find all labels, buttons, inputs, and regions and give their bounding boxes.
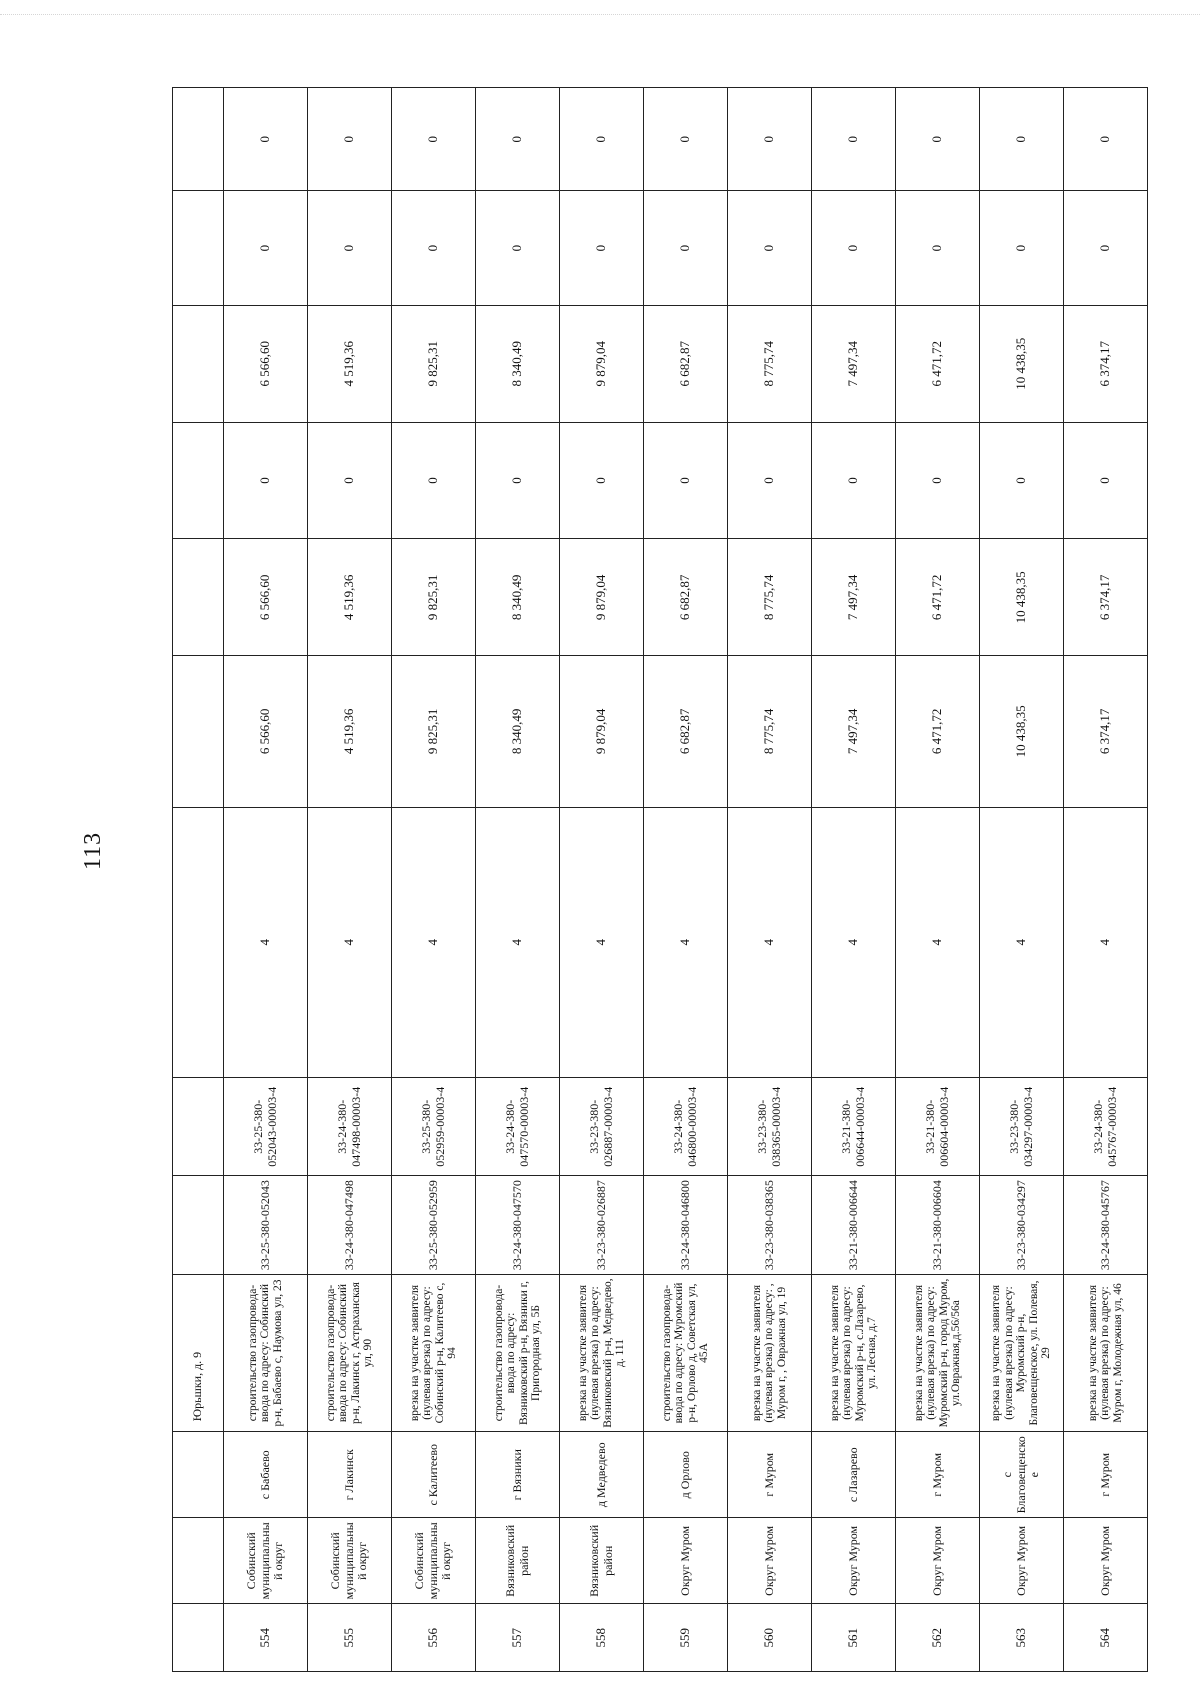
row-number-cell: 563	[980, 1604, 1064, 1672]
amount-total-cell: 7 497,34	[812, 656, 896, 807]
amount-column-3-cell: 0	[644, 422, 728, 539]
application-number-cell: 33-25-380-052959	[392, 1176, 476, 1274]
amount-column-2-cell: 6 374,17	[1064, 539, 1148, 656]
amount-column-4-cell: 9 879,04	[560, 305, 644, 422]
table-row	[1064, 88, 1148, 1672]
amount-column-4-cell: 7 497,34	[812, 305, 896, 422]
work-description-cell: строительство газопровода-ввода по адресу: Вязниковский р-н, Вязники г, Пригородная ул, 5Б	[476, 1274, 560, 1431]
amount-total-cell: 6 374,17	[1064, 656, 1148, 807]
application-number-cell: 33-24-380-047570	[476, 1176, 560, 1274]
amount-column-3-cell: 0	[308, 422, 392, 539]
district-cell: Вязниковский район	[476, 1518, 560, 1604]
application-number-cell: 33-24-380-046800	[644, 1176, 728, 1274]
previous-row-continuation	[173, 88, 224, 1672]
amount-column-4-cell: 6 682,87	[644, 305, 728, 422]
amount-column-3-cell: 0	[1064, 422, 1148, 539]
amount-column-6-cell: 0	[224, 88, 308, 191]
contract-number-cell: 33-21-380-006644-00003-4	[812, 1078, 896, 1176]
row-number-cell: 558	[560, 1604, 644, 1672]
amount-column-3-cell: 0	[812, 422, 896, 539]
amount-column-5-cell: 0	[1064, 191, 1148, 305]
row-number-cell: 556	[392, 1604, 476, 1672]
contract-number-cell: 33-23-380-034297-00003-4	[980, 1078, 1064, 1176]
row-number-cell: 557	[476, 1604, 560, 1672]
amount-total-cell: 6 471,72	[896, 656, 980, 807]
row-number-cell: 555	[308, 1604, 392, 1672]
category-cell: 4	[224, 807, 308, 1078]
amount-column-2-cell: 9 825,31	[392, 539, 476, 656]
contract-number-cell: 33-23-380-026887-00003-4	[560, 1078, 644, 1176]
application-number-cell: 33-23-380-038365	[728, 1176, 812, 1274]
amount-column-6-cell: 0	[980, 88, 1064, 191]
work-description-cell: врезка на участке заявителя (нулевая врезка) по адресу: Собинский р-н, Калитеево с, 94	[392, 1274, 476, 1431]
settlement-cell: с Бабаево	[224, 1432, 308, 1518]
amount-column-2-cell: 4 519,36	[308, 539, 392, 656]
category-cell: 4	[812, 807, 896, 1078]
settlement-cell: с Калитеево	[392, 1432, 476, 1518]
amount-column-5-cell: 0	[476, 191, 560, 305]
settlement-cell: г Муром	[1064, 1432, 1148, 1518]
amount-total-cell: 4 519,36	[308, 656, 392, 807]
amount-total-cell: 8 340,49	[476, 656, 560, 807]
work-description-cell: врезка на участке заявителя (нулевая врезка) по адресу: Муромский р-н, город Муром, ул.Овражная,д.56/56а	[896, 1274, 980, 1431]
application-number-cell: 33-23-380-026887	[560, 1176, 644, 1274]
amount-column-6-cell: 0	[1064, 88, 1148, 191]
amount-total-cell: 8 775,74	[728, 656, 812, 807]
table-row	[980, 88, 1064, 1672]
settlement-cell: с Лазарево	[812, 1432, 896, 1518]
amount-column-4-cell: 8 775,74	[728, 305, 812, 422]
amount-column-5-cell: 0	[980, 191, 1064, 305]
amount-column-3-cell: 0	[980, 422, 1064, 539]
category-cell: 4	[308, 807, 392, 1078]
category-cell: 4	[1064, 807, 1148, 1078]
table-row	[392, 88, 476, 1672]
row-number-cell: 564	[1064, 1604, 1148, 1672]
settlement-cell: г Вязники	[476, 1432, 560, 1518]
amount-column-2-cell: 7 497,34	[812, 539, 896, 656]
row-number-cell: 561	[812, 1604, 896, 1672]
amount-total-cell: 10 438,35	[980, 656, 1064, 807]
application-number-cell: 33-23-380-034297	[980, 1176, 1064, 1274]
amount-total-cell: 9 879,04	[560, 656, 644, 807]
scan-edge-dots	[0, 0, 1200, 15]
amount-column-2-cell: 6 566,60	[224, 539, 308, 656]
prev-cell-empty	[173, 191, 224, 305]
amount-total-cell: 9 825,31	[392, 656, 476, 807]
contract-number-cell: 33-25-380-052043-00003-4	[224, 1078, 308, 1176]
table-body	[173, 88, 1148, 1672]
category-cell: 4	[392, 807, 476, 1078]
prev-address-tail: Юрьшки, д. 9	[173, 1274, 224, 1431]
amount-column-3-cell: 0	[476, 422, 560, 539]
gas-connection-table	[172, 87, 1148, 1672]
amount-column-3-cell: 0	[224, 422, 308, 539]
prev-cell-empty	[173, 422, 224, 539]
amount-column-3-cell: 0	[560, 422, 644, 539]
amount-column-6-cell: 0	[644, 88, 728, 191]
amount-column-4-cell: 6 471,72	[896, 305, 980, 422]
work-description-cell: врезка на участке заявителя (нулевая врезка) по адресу: Муромский р-н, с.Лазарево, ул. Лесная, д.7	[812, 1274, 896, 1431]
category-cell: 4	[728, 807, 812, 1078]
page-number: 113	[80, 831, 106, 870]
prev-cell-empty	[173, 1604, 224, 1672]
prev-cell-empty	[173, 1176, 224, 1274]
prev-cell-empty	[173, 539, 224, 656]
work-description-cell: врезка на участке заявителя (нулевая врезка) по адресу: , Муром г, , Овражная ул, 19	[728, 1274, 812, 1431]
amount-column-2-cell: 6 682,87	[644, 539, 728, 656]
amount-column-6-cell: 0	[812, 88, 896, 191]
prev-cell-empty	[173, 88, 224, 191]
amount-column-4-cell: 9 825,31	[392, 305, 476, 422]
work-description-cell: строительство газопровода-ввода по адресу: Собинский р-н, Бабаево с, Наумова ул, 23	[224, 1274, 308, 1431]
amount-column-3-cell: 0	[896, 422, 980, 539]
district-cell: Округ Муром	[896, 1518, 980, 1604]
contract-number-cell: 33-23-380-038365-00003-4	[728, 1078, 812, 1176]
amount-column-5-cell: 0	[728, 191, 812, 305]
amount-column-6-cell: 0	[560, 88, 644, 191]
amount-column-5-cell: 0	[812, 191, 896, 305]
row-number-cell: 560	[728, 1604, 812, 1672]
district-cell: Собинский муниципальный округ	[308, 1518, 392, 1604]
amount-column-5-cell: 0	[896, 191, 980, 305]
category-cell: 4	[896, 807, 980, 1078]
amount-column-6-cell: 0	[308, 88, 392, 191]
contract-number-cell: 33-24-380-046800-00003-4	[644, 1078, 728, 1176]
settlement-cell: с Благовещенское	[980, 1432, 1064, 1518]
amount-column-5-cell: 0	[644, 191, 728, 305]
amount-column-4-cell: 10 438,35	[980, 305, 1064, 422]
work-description-cell: строительство газопровода-ввода по адресу: Муромский р-н, Орлово д, Советская ул, 45А	[644, 1274, 728, 1431]
work-description-cell: врезка на участке заявителя (нулевая врезка) по адресу: Муром г, Молодежная ул, 46	[1064, 1274, 1148, 1431]
prev-cell-empty	[173, 1078, 224, 1176]
amount-column-6-cell: 0	[896, 88, 980, 191]
prev-cell-empty	[173, 807, 224, 1078]
district-cell: Округ Муром	[644, 1518, 728, 1604]
amount-column-5-cell: 0	[224, 191, 308, 305]
table-row	[224, 88, 308, 1672]
contract-number-cell: 33-24-380-045767-00003-4	[1064, 1078, 1148, 1176]
category-cell: 4	[644, 807, 728, 1078]
amount-column-2-cell: 8 340,49	[476, 539, 560, 656]
district-cell: Округ Муром	[812, 1518, 896, 1604]
work-description-cell: строительство газопровода-ввода по адресу: Собинский р-н, Лакинск г, Астраханская ул, 90	[308, 1274, 392, 1431]
amount-column-2-cell: 10 438,35	[980, 539, 1064, 656]
rotated-table-wrapper	[172, 87, 1122, 1672]
amount-column-4-cell: 6 374,17	[1064, 305, 1148, 422]
amount-column-6-cell: 0	[392, 88, 476, 191]
settlement-cell: г Муром	[728, 1432, 812, 1518]
category-cell: 4	[476, 807, 560, 1078]
contract-number-cell: 33-21-380-006604-00003-4	[896, 1078, 980, 1176]
amount-column-6-cell: 0	[476, 88, 560, 191]
settlement-cell: д Медведево	[560, 1432, 644, 1518]
row-number-cell: 554	[224, 1604, 308, 1672]
application-number-cell: 33-24-380-045767	[1064, 1176, 1148, 1274]
table-row	[308, 88, 392, 1672]
table-row	[476, 88, 560, 1672]
amount-column-3-cell: 0	[392, 422, 476, 539]
district-cell: Округ Муром	[728, 1518, 812, 1604]
contract-number-cell: 33-25-380-052959-00003-4	[392, 1078, 476, 1176]
settlement-cell: г Муром	[896, 1432, 980, 1518]
district-cell: Собинский муниципальный округ	[224, 1518, 308, 1604]
application-number-cell: 33-24-380-047498	[308, 1176, 392, 1274]
amount-column-4-cell: 6 566,60	[224, 305, 308, 422]
work-description-cell: врезка на участке заявителя (нулевая врезка) по адресу: Муромский р-н, Благовещенское, ул. Полевая, 29	[980, 1274, 1064, 1431]
table-row	[812, 88, 896, 1672]
district-cell: Округ Муром	[1064, 1518, 1148, 1604]
settlement-cell: г Лакинск	[308, 1432, 392, 1518]
table-row	[644, 88, 728, 1672]
contract-number-cell: 33-24-380-047570-00003-4	[476, 1078, 560, 1176]
settlement-cell: д Орлово	[644, 1432, 728, 1518]
category-cell: 4	[980, 807, 1064, 1078]
amount-column-5-cell: 0	[560, 191, 644, 305]
table-row	[728, 88, 812, 1672]
amount-column-2-cell: 8 775,74	[728, 539, 812, 656]
district-cell: Вязниковский район	[560, 1518, 644, 1604]
application-number-cell: 33-21-380-006644	[812, 1176, 896, 1274]
contract-number-cell: 33-24-380-047498-00003-4	[308, 1078, 392, 1176]
amount-column-4-cell: 8 340,49	[476, 305, 560, 422]
table-row	[560, 88, 644, 1672]
amount-column-2-cell: 6 471,72	[896, 539, 980, 656]
row-number-cell: 562	[896, 1604, 980, 1672]
work-description-cell: врезка на участке заявителя (нулевая врезка) по адресу: Вязниковский р-н, Медведево, д. 111	[560, 1274, 644, 1431]
amount-column-5-cell: 0	[308, 191, 392, 305]
amount-column-5-cell: 0	[392, 191, 476, 305]
prev-cell-empty	[173, 305, 224, 422]
table-row	[896, 88, 980, 1672]
row-number-cell: 559	[644, 1604, 728, 1672]
district-cell: Округ Муром	[980, 1518, 1064, 1604]
prev-cell-empty	[173, 1518, 224, 1604]
amount-column-3-cell: 0	[728, 422, 812, 539]
category-cell: 4	[560, 807, 644, 1078]
amount-total-cell: 6 566,60	[224, 656, 308, 807]
application-number-cell: 33-21-380-006604	[896, 1176, 980, 1274]
application-number-cell: 33-25-380-052043	[224, 1176, 308, 1274]
amount-column-6-cell: 0	[728, 88, 812, 191]
prev-cell-empty	[173, 656, 224, 807]
prev-cell-empty	[173, 1432, 224, 1518]
amount-total-cell: 6 682,87	[644, 656, 728, 807]
amount-column-4-cell: 4 519,36	[308, 305, 392, 422]
amount-column-2-cell: 9 879,04	[560, 539, 644, 656]
district-cell: Собинский муниципальный округ	[392, 1518, 476, 1604]
